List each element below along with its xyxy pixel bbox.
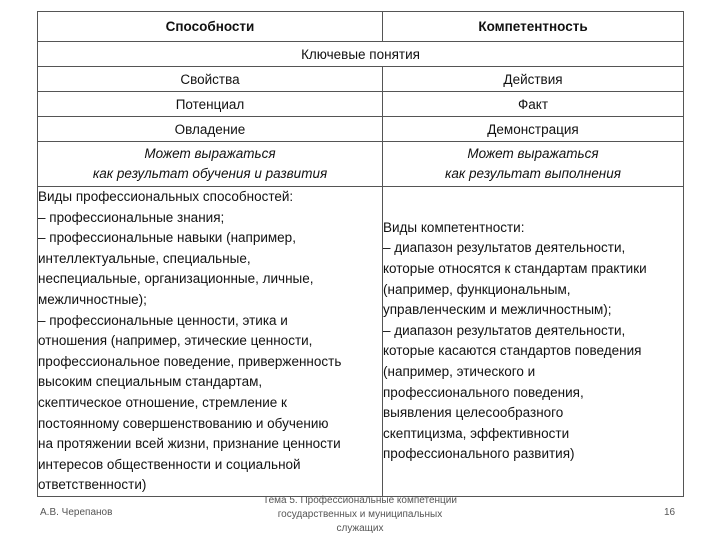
- row-right-cell: Действия: [383, 67, 684, 92]
- section-title-row: [38, 42, 684, 67]
- table-row: [38, 92, 684, 117]
- header-abilities: Способности: [38, 12, 383, 42]
- footer-topic-line: государственных и муниципальных: [277, 509, 443, 520]
- abilities-types-line: Виды профессиональных способностей:: [38, 189, 294, 204]
- expressed-row: [38, 142, 684, 187]
- competence-types-line: которые относятся к стандартам практики: [383, 261, 647, 277]
- footer-topic: [250, 494, 470, 536]
- row-right-cell: Демонстрация: [383, 117, 684, 142]
- abilities-types-line: отношения (например, этические ценности,: [38, 333, 313, 349]
- abilities-types-line: на протяжении всей жизни, признание ценности: [38, 436, 341, 452]
- abilities-types-line: – профессиональные ценности, этика и: [38, 312, 288, 328]
- competence-types-line: профессионального поведения,: [383, 384, 584, 400]
- expressed-left-cell: [38, 142, 383, 187]
- types-row: [38, 187, 684, 497]
- section-title: Ключевые понятия: [38, 42, 684, 67]
- abilities-types-line: – профессиональные навыки (например,: [38, 230, 296, 246]
- footer-author: А.В. Черепанов: [40, 507, 113, 518]
- competence-types-line: (например, функциональным,: [383, 281, 571, 297]
- competence-types-line: – диапазон результатов деятельности,: [383, 240, 626, 256]
- page-number: 16: [664, 507, 676, 518]
- expressed-right-line: как результат выполнения: [445, 166, 621, 181]
- abilities-types-cell: [38, 187, 383, 497]
- competence-types-line: – диапазон результатов деятельности,: [383, 322, 626, 338]
- comparison-table: [37, 11, 684, 497]
- table-row: [38, 67, 684, 92]
- expressed-left-line: как результат обучения и развития: [92, 166, 328, 181]
- competence-types-line: скептицизма, эффективности: [383, 425, 570, 441]
- footer-topic-line: служащих: [336, 523, 384, 534]
- abilities-types-line: скептическое отношение, стремление к: [38, 394, 287, 410]
- table-header-row: [38, 12, 684, 42]
- abilities-types-line: интеллектуальные, специальные,: [38, 250, 251, 266]
- competence-types-cell: [383, 187, 684, 497]
- row-left-cell: Овладение: [38, 117, 383, 142]
- competence-types-line: Виды компетентности:: [383, 219, 525, 235]
- competence-types-line: выявления целесообразного: [383, 405, 564, 421]
- row-right-cell: Факт: [383, 92, 684, 117]
- competence-types-line: управленческим и межличностным);: [383, 302, 612, 318]
- table-row: [38, 117, 684, 142]
- competence-types-line: (например, этического и: [383, 364, 536, 380]
- row-left-cell: Свойства: [38, 67, 383, 92]
- abilities-types-line: – профессиональные знания;: [38, 209, 225, 225]
- expressed-left-line: Может выражаться: [144, 146, 276, 161]
- expressed-right-cell: [383, 142, 684, 187]
- abilities-types-line: профессиональное поведение, приверженность: [38, 353, 342, 369]
- abilities-types-line: межличностные);: [38, 291, 147, 307]
- abilities-types-line: неспециальные, организационные, личные,: [38, 271, 314, 287]
- expressed-right-line: Может выражаться: [467, 146, 599, 161]
- abilities-types-line: высоким специальным стандартам,: [38, 374, 263, 390]
- abilities-types-line: постоянному совершенствованию и обучению: [38, 415, 329, 431]
- competence-types-line: профессионального развития): [383, 446, 575, 462]
- abilities-types-line: интересов общественности и социальной: [38, 456, 301, 472]
- header-competence: Компетентность: [383, 12, 684, 42]
- footer-topic-line: Тема 5. Профессиональные компетенции: [263, 495, 457, 506]
- competence-types-line: которые касаются стандартов поведения: [383, 343, 642, 359]
- abilities-types-line: ответственности): [38, 477, 147, 493]
- row-left-cell: Потенциал: [38, 92, 383, 117]
